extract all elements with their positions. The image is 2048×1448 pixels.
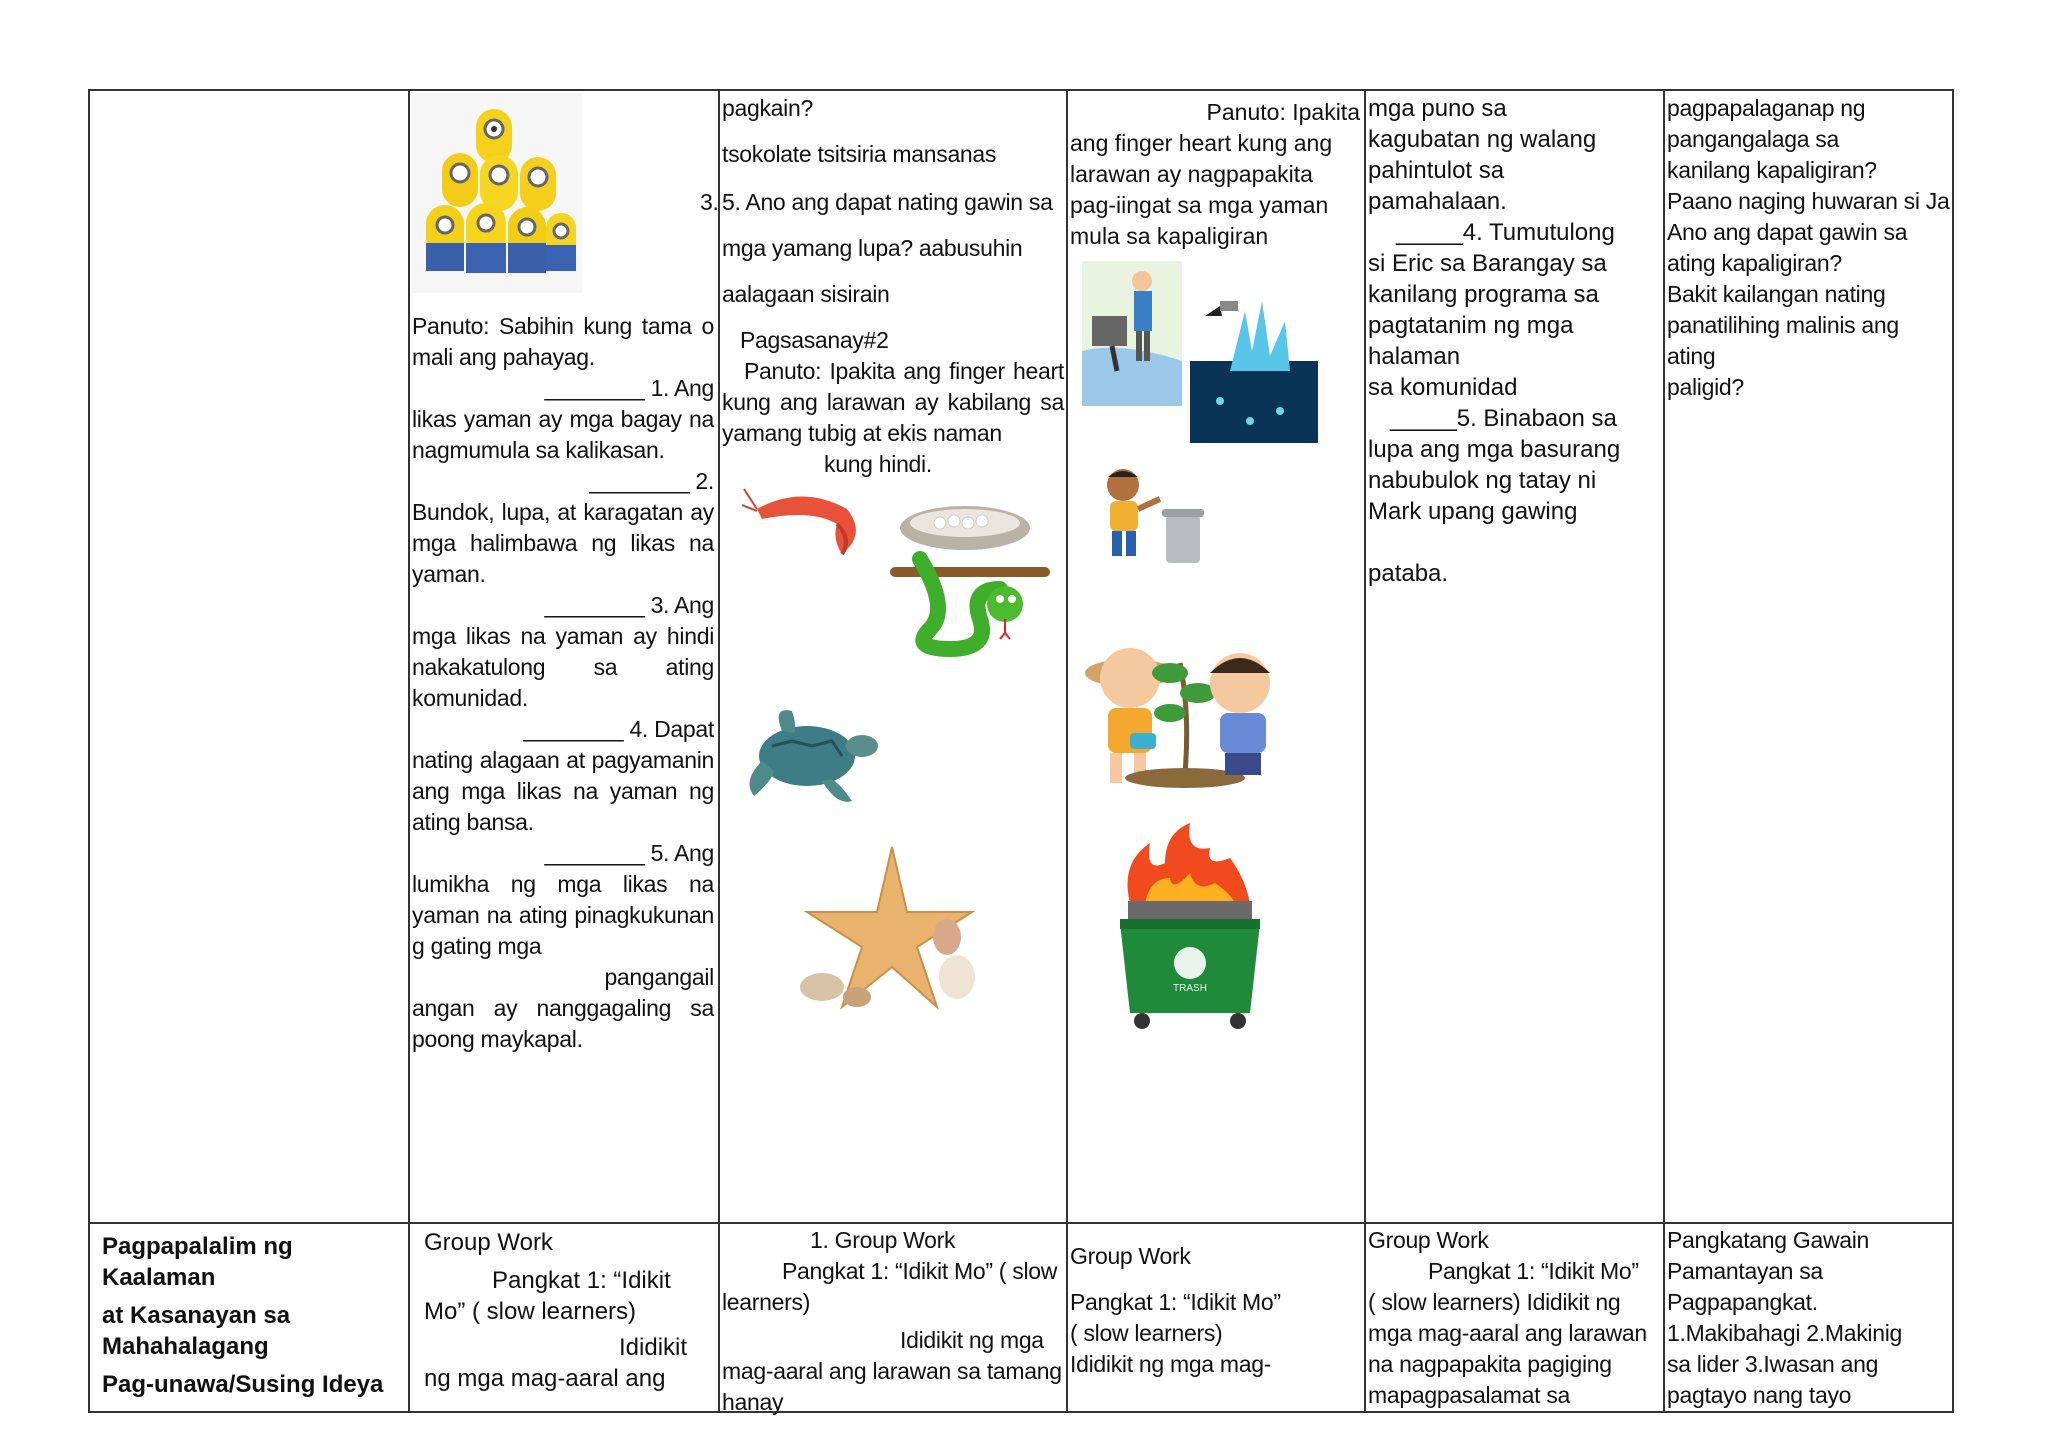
col5-line (1368, 527, 1660, 558)
col5-line: nabubulok ng tatay ni (1368, 467, 1597, 494)
col5-line: kanilang programa sa (1368, 281, 1599, 308)
row2-heading-line: Pagpapalalim ng (102, 1233, 293, 1260)
col4-panuto-head: Panuto: Ipakita (1206, 99, 1360, 125)
col2-item5-num: ________ 5. Ang (544, 840, 714, 866)
col6-line: Bakit kailangan nating (1667, 281, 1886, 307)
polluting-water-image (1082, 261, 1182, 406)
col5-line: _____4. Tumutulong (1396, 219, 1615, 246)
col2-tail-right: pangangail (604, 964, 714, 990)
minions-image (412, 93, 582, 293)
col3-q5-options1: mga yamang lupa? aabusuhin (722, 235, 1023, 261)
col3-panuto: Panuto: Ipakita ang finger heart kung ang larawan ay kabilang sa yamang tubig at ekis naman (722, 358, 1064, 446)
table-row-divider (90, 1222, 1952, 1224)
col6-cell (1667, 93, 1952, 1221)
table-col-divider (1066, 91, 1068, 1411)
row2-col3-cell (722, 1225, 1065, 1413)
row2-c5-line: mga mag-aaral ang larawan (1368, 1320, 1647, 1346)
row2-c3-line: 1. Group Work (810, 1227, 956, 1253)
col6-line: Paano naging huwaran si Ja (1667, 188, 1950, 214)
col6-line: Ano ang dapat gawin sa (1667, 219, 1908, 245)
table-col-divider (718, 91, 720, 1411)
row2-col6-cell (1667, 1225, 1952, 1413)
col5-cell (1368, 93, 1662, 1221)
row2-c6-line: pagtayo nang tayo (1667, 1382, 1852, 1408)
row2-c3-line: mag-aaral ang larawan sa tamang (722, 1358, 1062, 1384)
row2-c2-line: ng mga mag-aaral ang (424, 1365, 666, 1392)
row2-c5-line: na nagpapakita pagiging (1368, 1351, 1612, 1377)
row2-heading-line: Kaalaman (102, 1264, 216, 1291)
oyster-pearl-image (890, 493, 1040, 553)
row2-c5-line: ( slow learners) Ididikit ng (1368, 1289, 1621, 1315)
row2-heading-line: Mahahalagang (102, 1333, 269, 1360)
row2-col2-cell (424, 1227, 716, 1413)
col5-line: sa komunidad (1368, 374, 1518, 401)
row2-c6-line: Pamantayan sa (1667, 1258, 1823, 1284)
col2-cell (412, 93, 717, 1221)
col5-line: pataba. (1368, 560, 1449, 587)
row2-c6-line: Pangkatang Gawain (1667, 1227, 1870, 1253)
col3-pagsasanay: Pagsasanay#2 (740, 327, 889, 353)
col5-line: _____5. Binabaon sa (1390, 405, 1617, 432)
row2-c5-line: Pangkat 1: “Idikit Mo” (1428, 1258, 1639, 1284)
col4-panuto-text: ang finger heart kung ang larawan ay nagpapakita pag-iingat sa mga yaman mula sa kapaligiran (1070, 130, 1333, 249)
col6-line: paligid? (1667, 374, 1744, 400)
table-col-divider (408, 91, 410, 1411)
shrimp-image (742, 479, 872, 569)
row2-c6-line: Pagpapangkat. (1667, 1289, 1818, 1315)
kids-planting-tree-image (1070, 623, 1302, 803)
col2-item5-text: lumikha ng mga likas na yaman na ating pinagkukunan g gating mga (412, 871, 714, 959)
col5-line: pagtatanim ng mga (1368, 312, 1574, 339)
col2-item2-num: ________ 2. (589, 468, 714, 494)
row2-c2-line: Group Work (424, 1229, 553, 1256)
burning-trash-bin-image (1110, 823, 1270, 1031)
col5-line: pahintulot sa (1368, 157, 1505, 184)
row2-c4-line: Group Work (1070, 1243, 1191, 1269)
col6-line: pagpapalaganap ng (1667, 95, 1866, 121)
row2-c3-line: hanay (722, 1389, 784, 1415)
snake-image (890, 549, 1050, 659)
row2-c4-line: ( slow learners) (1070, 1320, 1223, 1346)
col5-line: Mark upang gawing (1368, 498, 1578, 525)
col5-text (1368, 93, 1660, 589)
col3-q5: 5. Ano ang dapat nating gawin sa (722, 189, 1053, 215)
lesson-table (88, 89, 1954, 1413)
col6-line: panatilihing malinis ang ating (1667, 312, 1899, 369)
col5-line: mga puno sa (1368, 95, 1507, 122)
row2-c2-line: Ididikit (619, 1334, 688, 1361)
row2-c6-line: sa lider 3.Iwasan ang (1667, 1351, 1879, 1377)
col4-cell (1070, 93, 1363, 1221)
col2-item1-text: likas yaman ay mga bagay na nagmumula sa kalikasan. (412, 406, 714, 463)
col3-q-num: 3. (700, 189, 719, 215)
table-col-divider (1663, 91, 1665, 1411)
col5-line: pamahalaan. (1368, 188, 1507, 215)
row2-c2-line: Mo” ( slow learners) (424, 1298, 637, 1325)
row2-c2-line: Pangkat 1: “Idikit (492, 1267, 671, 1294)
col5-line: lupa ang mga basurang (1368, 436, 1621, 463)
row2-heading-line: Pag-unawa/Susing Ideya (102, 1371, 384, 1398)
col3-line1: pagkain? (722, 95, 813, 121)
col2-item3-text: mga likas na yaman ay hindi nakakatulong sa ating komunidad. (412, 623, 714, 711)
table-col-divider (1364, 91, 1366, 1411)
col3-cell (700, 93, 1065, 1221)
col2-tail-text: angan ay nanggagaling sa poong maykapal. (412, 995, 714, 1052)
col6-line: kanilang kapaligiran? (1667, 157, 1877, 183)
row2-col4-cell (1070, 1241, 1363, 1411)
col5-line: si Eric sa Barangay sa (1368, 250, 1607, 277)
row2-heading-cell (102, 1231, 402, 1411)
col3-panuto-end: kung hindi. (824, 451, 932, 477)
col3-q5-options2: aalagaan sisirain (722, 281, 890, 307)
col2-item1-num: ________ 1. Ang (544, 375, 714, 401)
row2-c4-line: Ididikit ng mga mag- (1070, 1351, 1272, 1377)
trash-label: TRASH (1173, 983, 1207, 994)
col2-panuto: Panuto: Sabihin kung tama o mali ang pahayag. (412, 313, 714, 370)
col2-item4-text: nating alagaan at pagyamanin ang mga likas na yaman ng ating bansa. (412, 747, 714, 835)
col6-line: ating kapaligiran? (1667, 250, 1842, 276)
row2-c3-line: Ididikit ng mga (900, 1327, 1044, 1353)
col5-line: kagubatan ng walang (1368, 126, 1597, 153)
row2-c4-line: Pangkat 1: “Idikit Mo” (1070, 1289, 1281, 1315)
col6-line: pangangalaga sa (1667, 126, 1839, 152)
row2-heading-line: at Kasanayan sa (102, 1302, 291, 1329)
col5-line: halaman (1368, 343, 1461, 370)
row2-c3-line: learners) (722, 1289, 811, 1315)
col3-line2: tsokolate tsitsiria mansanas (722, 141, 997, 167)
row2-c5-line: mapagpasalamat sa (1368, 1382, 1571, 1408)
row2-col5-cell (1368, 1225, 1662, 1413)
col2-item4-num: ________ 4. Dapat (523, 716, 714, 742)
col2-item2-text: Bundok, lupa, at karagatan ay mga halimbawa ng likas na yaman. (412, 499, 714, 587)
starfish-shells-image (782, 837, 992, 1017)
ocean-pollution-image (1190, 271, 1318, 443)
row2-c6-line: 1.Makibahagi 2.Makinig (1667, 1320, 1903, 1346)
row2-c5-line: Group Work (1368, 1227, 1489, 1253)
sea-turtle-image (742, 701, 882, 811)
boy-throwing-trash-image (1088, 465, 1213, 570)
row2-c3-line: Pangkat 1: “Idikit Mo” ( slow (782, 1258, 1058, 1284)
col2-item3-num: ________ 3. Ang (544, 592, 714, 618)
